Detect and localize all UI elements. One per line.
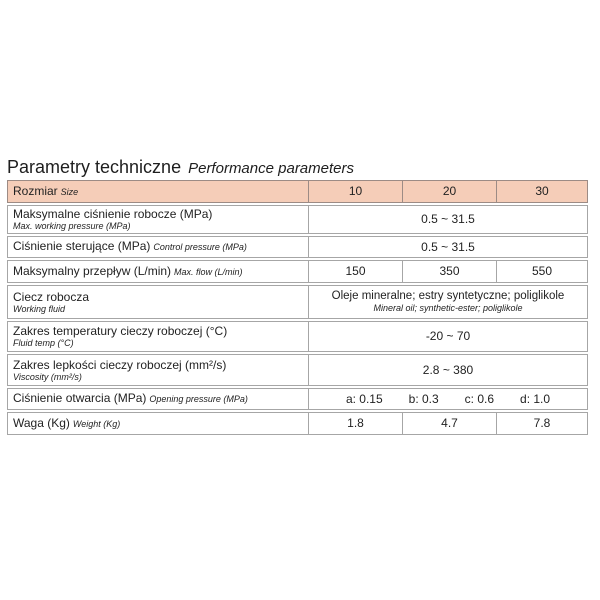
title-english: Performance parameters xyxy=(188,160,354,177)
control-pressure-label-polish: Ciśnienie sterujące (MPa) xyxy=(13,239,151,253)
weight-size-30-value: 7.8 xyxy=(496,412,588,435)
table-row-weight xyxy=(7,412,588,435)
max-pressure-label-cell xyxy=(7,205,308,234)
header-size-10: 10 xyxy=(308,180,402,203)
weight-size-10-value: 1.8 xyxy=(308,412,402,435)
opening-pressure-options xyxy=(309,393,587,406)
fluid-temp-label-english: Fluid temp (°C) xyxy=(13,338,74,348)
viscosity-label-polish: Zakres lepkości cieczy roboczej (mm²/s) xyxy=(13,357,227,372)
fluid-temp-label-cell xyxy=(7,321,308,352)
fluid-temp-label-polish: Zakres temperatury cieczy roboczej (°C) xyxy=(13,324,228,338)
max-pressure-label-polish: Maksymalne ciśnienie robocze (MPa) xyxy=(13,207,213,221)
weight-label-polish: Waga (Kg) xyxy=(13,415,70,430)
table-row-opening-pressure xyxy=(7,388,588,410)
max-flow-size-30-value: 550 xyxy=(496,260,588,283)
table-row-viscosity xyxy=(7,354,588,386)
fluid-value-cell xyxy=(308,285,588,319)
opening-pressure-option-d: d: 1.0 xyxy=(520,391,551,406)
fluid-label-english: Working fluid xyxy=(13,303,66,314)
page-title xyxy=(7,156,354,180)
max-flow-label-cell xyxy=(7,260,308,283)
header-size-30: 30 xyxy=(496,180,588,203)
control-pressure-value: 0.5 ~ 31.5 xyxy=(308,236,588,258)
opening-pressure-label-cell xyxy=(7,388,308,410)
title-polish: Parametry techniczne xyxy=(7,157,182,177)
opening-pressure-value-cell xyxy=(308,388,588,410)
weight-size-20-value: 4.7 xyxy=(402,412,496,435)
opening-pressure-option-c: c: 0.6 xyxy=(464,391,495,406)
fluid-temp-value: -20 ~ 70 xyxy=(308,321,588,352)
weight-label-english: Weight (Kg) xyxy=(72,418,121,429)
header-label-cell xyxy=(7,180,308,203)
parameters-table xyxy=(7,178,588,437)
opening-pressure-option-a: a: 0.15 xyxy=(345,391,383,406)
max-flow-label-polish: Maksymalny przepływ (L/min) xyxy=(13,263,172,278)
opening-pressure-label-polish: Ciśnienie otwarcia (MPa) xyxy=(13,391,147,405)
header-label-polish: Rozmiar xyxy=(13,183,58,198)
viscosity-label-cell xyxy=(7,354,308,386)
header-size-20: 20 xyxy=(402,180,496,203)
fluid-label-cell xyxy=(7,285,308,319)
max-flow-size-20-value: 350 xyxy=(402,260,496,283)
fluid-value-english: Mineral oil; synthetic-ester; poliglikole xyxy=(373,303,523,313)
max-pressure-value: 0.5 ~ 31.5 xyxy=(308,205,588,234)
table-row-working-fluid xyxy=(7,285,588,319)
table-row-control-pressure xyxy=(7,236,588,258)
table-row-fluid-temp xyxy=(7,321,588,352)
table-row-max-flow xyxy=(7,260,588,283)
header-label-english: Size xyxy=(60,186,79,197)
viscosity-label-english: Viscosity (mm²/s) xyxy=(13,371,82,382)
max-flow-label-english: Max. flow (L/min) xyxy=(174,266,243,277)
max-pressure-label-english: Max. working pressure (MPa) xyxy=(13,221,131,231)
table-row-max-pressure xyxy=(7,205,588,234)
max-flow-size-10-value: 150 xyxy=(308,260,402,283)
fluid-label-polish: Ciecz robocza xyxy=(13,289,90,304)
control-pressure-label-cell xyxy=(7,236,308,258)
table-header-row xyxy=(7,180,588,203)
viscosity-value: 2.8 ~ 380 xyxy=(308,354,588,386)
weight-label-cell xyxy=(7,412,308,435)
control-pressure-label-english: Control pressure (MPa) xyxy=(153,242,247,252)
opening-pressure-option-b: b: 0.3 xyxy=(408,391,439,406)
opening-pressure-label-english: Opening pressure (MPa) xyxy=(149,394,248,404)
fluid-value-polish: Oleje mineralne; estry syntetyczne; poliglikole xyxy=(331,290,565,302)
